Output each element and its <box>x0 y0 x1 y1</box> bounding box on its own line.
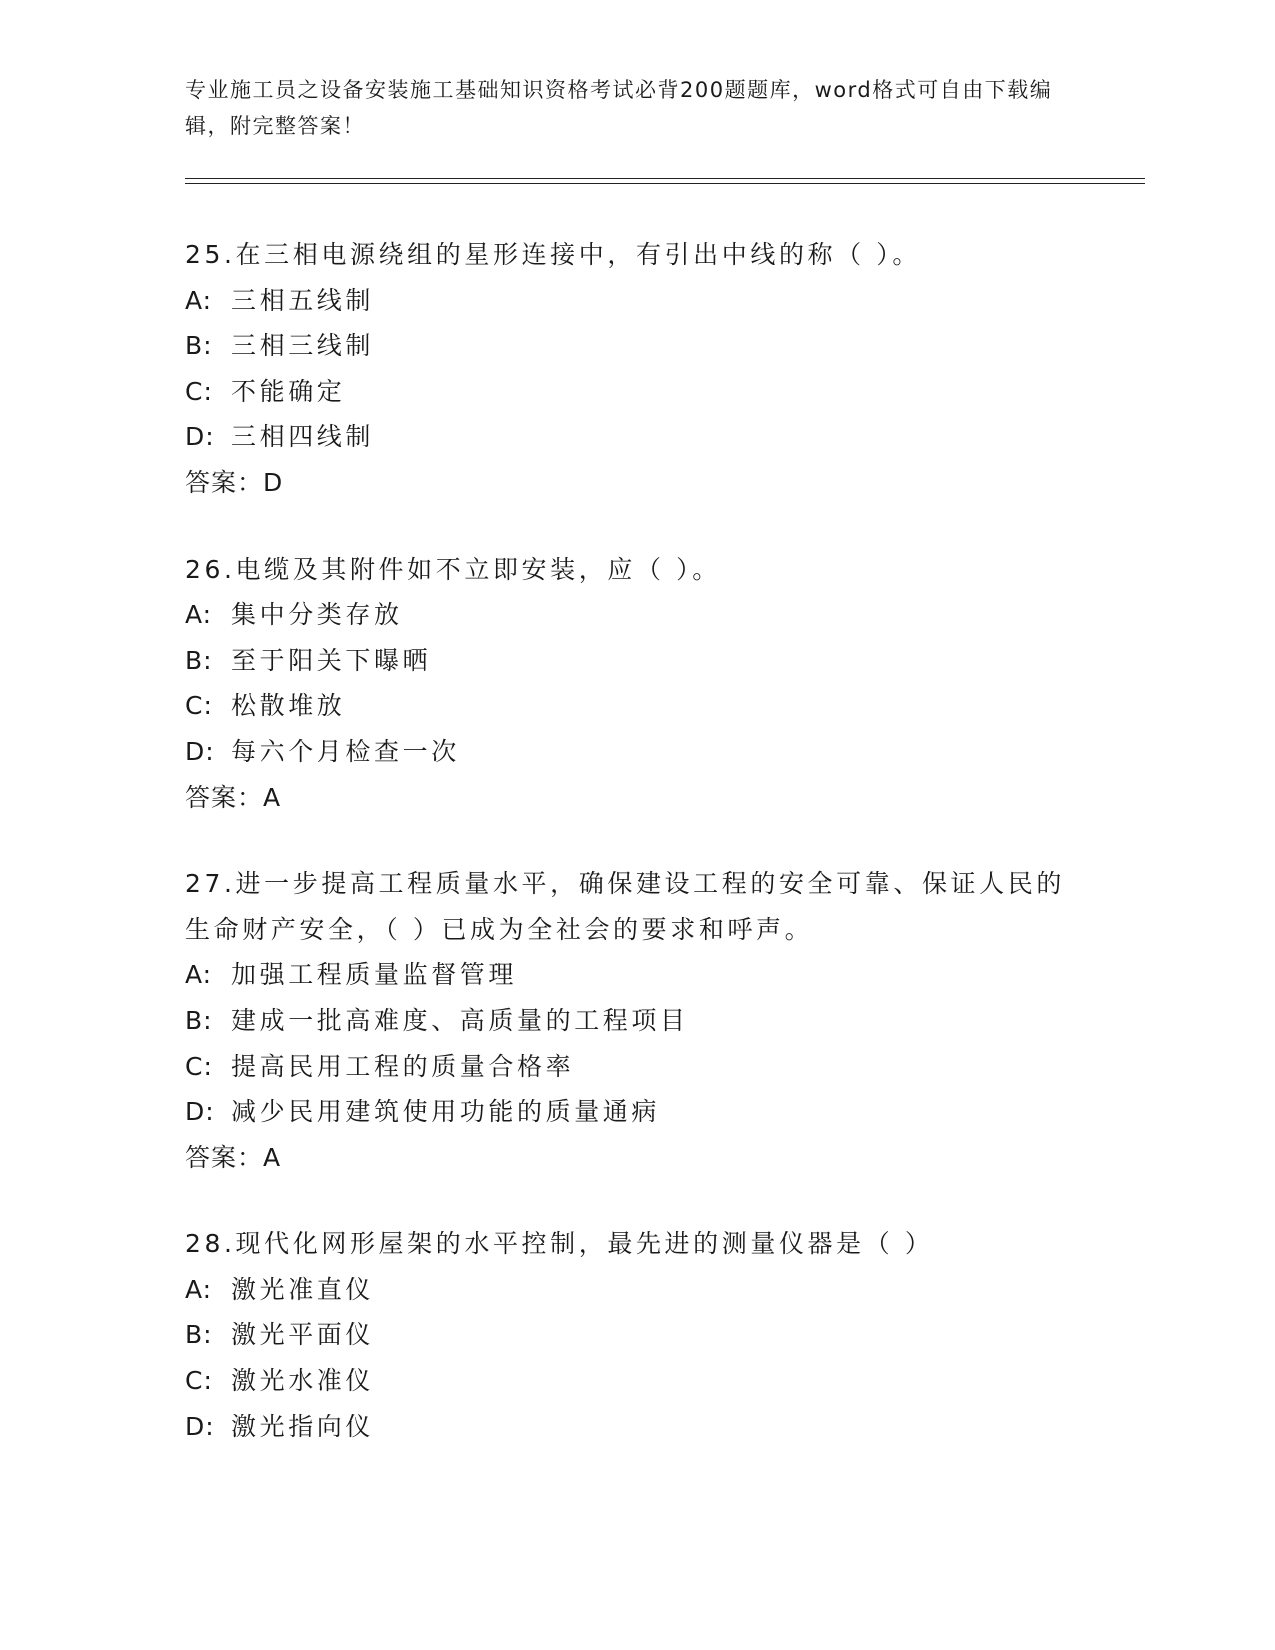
option-key: A: <box>185 600 213 630</box>
option-text: 加强工程质量监督管理 <box>231 960 518 990</box>
option-key: B: <box>185 1320 213 1350</box>
question-26 <box>185 547 1085 821</box>
option-text: 至于阳关下曝晒 <box>231 645 432 675</box>
option-text: 激光准直仪 <box>231 1274 375 1304</box>
document-header: 专业施工员之设备安装施工基础知识资格考试必背200题题库，word格式可自由下载编辑，附完整答案！ <box>185 78 1053 138</box>
question-stem: 25.在三相电源绕组的星形连接中，有引出中线的称（ ）。 <box>185 240 922 269</box>
answer-line: 答案：A <box>185 1142 282 1172</box>
option-key: D: <box>185 1097 215 1127</box>
option-text: 激光平面仪 <box>231 1320 375 1350</box>
option-a <box>185 952 1085 998</box>
question-27 <box>185 861 1085 1180</box>
option-key: B: <box>185 1005 213 1035</box>
option-d <box>185 729 1085 775</box>
option-key: C: <box>185 1366 213 1396</box>
answer-line: 答案：A <box>185 782 282 812</box>
option-d <box>185 1404 1085 1450</box>
option-key: B: <box>185 645 213 675</box>
option-c <box>185 1044 1085 1090</box>
option-a <box>185 592 1085 638</box>
option-text: 每六个月检查一次 <box>231 736 460 766</box>
option-text: 三相三线制 <box>231 331 375 361</box>
option-text: 三相五线制 <box>231 285 375 315</box>
question-28 <box>185 1221 1085 1449</box>
option-b <box>185 323 1085 369</box>
header-divider-top <box>185 178 1145 179</box>
option-key: C: <box>185 1051 213 1081</box>
option-key: C: <box>185 691 213 721</box>
option-key: D: <box>185 736 215 766</box>
option-b <box>185 1312 1085 1358</box>
option-b <box>185 998 1085 1044</box>
option-key: A: <box>185 285 213 315</box>
option-text: 激光指向仪 <box>231 1411 375 1441</box>
option-text: 三相四线制 <box>231 422 375 452</box>
option-text: 激光水准仪 <box>231 1366 375 1396</box>
question-25 <box>185 232 1085 506</box>
option-text: 减少民用建筑使用功能的质量通病 <box>231 1097 661 1127</box>
option-text: 松散堆放 <box>231 691 346 721</box>
header-divider-bottom <box>185 183 1145 184</box>
option-key: D: <box>185 1411 215 1441</box>
option-c <box>185 683 1085 729</box>
question-list <box>185 232 1085 1490</box>
option-a <box>185 1267 1085 1313</box>
option-b <box>185 638 1085 684</box>
option-text: 提高民用工程的质量合格率 <box>231 1051 575 1081</box>
option-key: B: <box>185 331 213 361</box>
option-key: A: <box>185 1274 213 1304</box>
question-stem: 26.电缆及其附件如不立即安装，应（ ）。 <box>185 554 721 584</box>
option-key: C: <box>185 376 213 406</box>
answer-line: 答案：D <box>185 467 284 497</box>
option-text: 集中分类存放 <box>231 600 403 630</box>
option-d <box>185 1089 1085 1135</box>
option-c <box>185 369 1085 415</box>
option-text: 建成一批高难度、高质量的工程项目 <box>231 1005 689 1035</box>
option-key: A: <box>185 960 213 990</box>
option-d <box>185 414 1085 460</box>
question-stem: 27.进一步提高工程质量水平，确保建设工程的安全可靠、保证人民的生命财产安全，（ ）已成为全社会的要求和呼声。 <box>185 869 1065 944</box>
question-stem: 28.现代化网形屋架的水平控制，最先进的测量仪器是（ ） <box>185 1229 934 1259</box>
option-c <box>185 1358 1085 1404</box>
option-text: 不能确定 <box>231 376 346 406</box>
option-a <box>185 278 1085 324</box>
option-key: D: <box>185 422 215 452</box>
